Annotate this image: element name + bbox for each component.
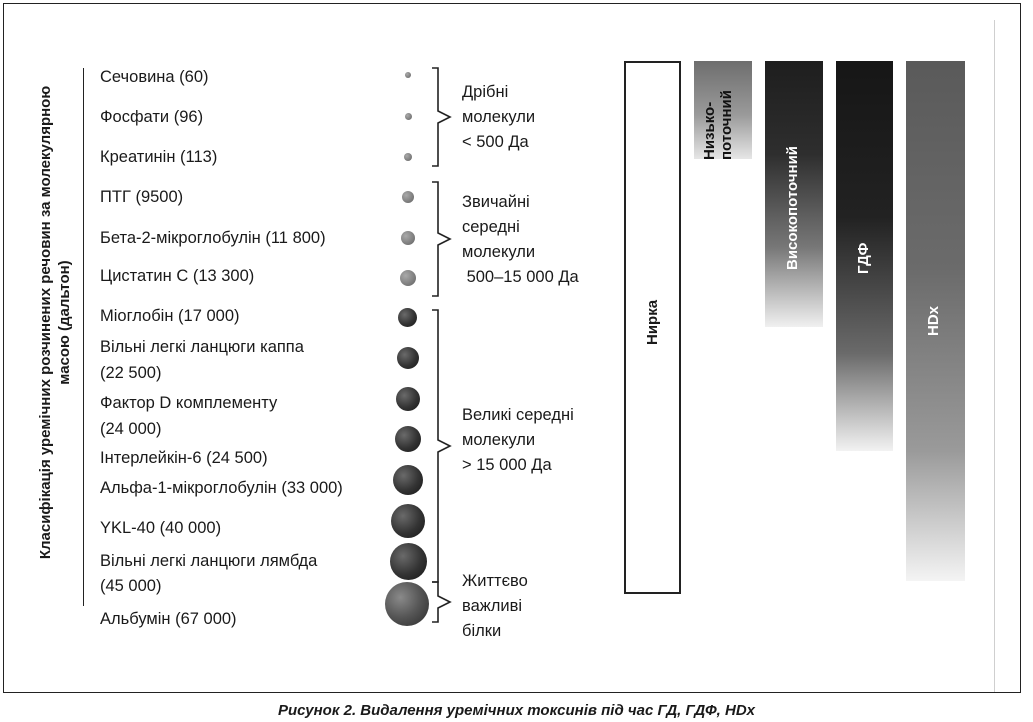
group-middle-line: середні <box>462 218 520 236</box>
molecule-sphere <box>395 426 421 452</box>
molecule-label: Креатинін (113) <box>100 148 218 166</box>
molecule-sphere <box>401 231 415 245</box>
hdf-label: ГДФ <box>855 242 872 274</box>
right-divider <box>994 20 995 692</box>
molecule-sphere <box>390 543 427 580</box>
molecule-label: Міоглобін (17 000) <box>100 307 240 325</box>
molecule-sphere <box>405 113 412 120</box>
group-middle-line: Звичайні <box>462 193 530 211</box>
group-middle-line: 500–15 000 Да <box>462 268 579 286</box>
molecule-label: Альбумін (67 000) <box>100 610 237 628</box>
group-small <box>462 80 535 155</box>
molecule-label: Сечовина (60) <box>100 68 209 86</box>
group-middle <box>462 190 579 290</box>
figure-caption: Рисунок 2. Видалення уремічних токсинів під час ГД, ГДФ, HDx <box>277 702 756 719</box>
group-large-line: молекули <box>462 431 536 449</box>
molecule-sphere <box>400 270 416 286</box>
molecule-label: Інтерлейкін-6 (24 500) <box>100 449 268 467</box>
molecule-label: Вільні легкі ланцюги лямбда <box>100 552 318 570</box>
group-small-line: Дрібні <box>462 83 509 101</box>
molecule-sphere <box>398 308 417 327</box>
group-large <box>462 403 574 478</box>
molecule-label: (22 500) <box>100 364 162 382</box>
molecule-sphere <box>404 153 412 161</box>
brace-vital <box>428 580 458 624</box>
group-large-line: > 15 000 Да <box>462 456 552 474</box>
molecule-label: Вільні легкі ланцюги каппа <box>100 338 304 356</box>
brace-small <box>428 66 458 168</box>
axis-title-line1: Класифікація уремічних розчинених речовин за молекулярною <box>37 85 54 560</box>
molecule-label: (24 000) <box>100 420 162 438</box>
brace-middle <box>428 180 458 298</box>
molecule-sphere <box>396 387 420 411</box>
group-small-line: молекули <box>462 108 536 126</box>
brace-large <box>428 308 458 584</box>
axis-title <box>36 35 74 610</box>
molecule-sphere <box>405 72 411 78</box>
lowflux-label-line1: Низько- <box>701 101 718 160</box>
group-middle-line: молекули <box>462 243 536 261</box>
highflux-label: Високопоточний <box>784 145 801 270</box>
molecule-label: Фосфати (96) <box>100 108 204 126</box>
group-vital-line: білки <box>462 622 502 640</box>
group-vital <box>462 569 528 644</box>
albumin-sphere <box>385 582 429 626</box>
axis-line <box>83 68 84 606</box>
molecule-label: ПТГ (9500) <box>100 188 184 206</box>
axis-title-line2: масою (дальтон) <box>56 260 73 385</box>
group-large-line: Великі середні <box>462 406 574 424</box>
molecule-sphere <box>391 504 425 538</box>
molecule-label: Альфа-1-мікроглобулін (33 000) <box>100 479 343 497</box>
molecule-sphere <box>393 465 423 495</box>
hdx-label: HDx <box>925 305 942 336</box>
molecule-label: Фактор D комплементу <box>100 394 278 412</box>
molecule-label: Цистатин С (13 300) <box>100 267 255 285</box>
molecule-label: Бета-2-мікроглобулін (11 800) <box>100 229 326 247</box>
molecule-sphere <box>397 347 419 369</box>
molecule-label: (45 000) <box>100 577 162 595</box>
group-vital-line: Життєво <box>462 572 528 590</box>
lowflux-label <box>701 90 735 160</box>
kidney-label: Нирка <box>644 299 661 345</box>
lowflux-label-line2: поточний <box>718 90 735 160</box>
molecule-label: YKL-40 (40 000) <box>100 519 222 537</box>
group-small-line: < 500 Да <box>462 133 529 151</box>
group-vital-line: важливі <box>462 597 523 615</box>
molecule-sphere <box>402 191 414 203</box>
